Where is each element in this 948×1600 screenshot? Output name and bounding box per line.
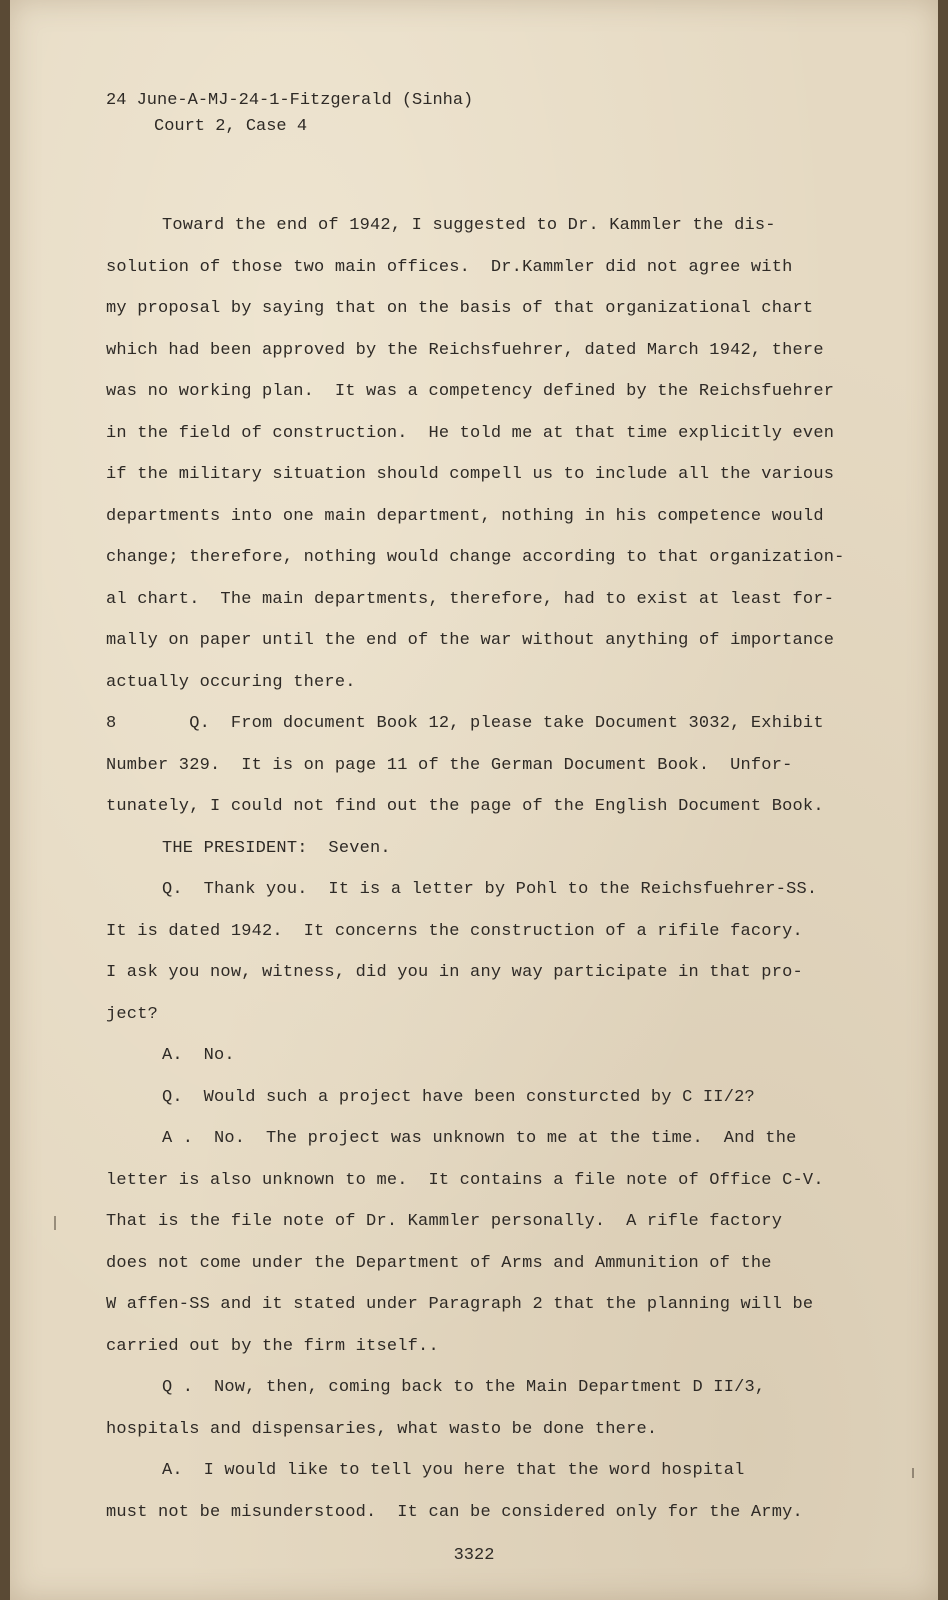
text-line: if the military situation should compell us to include all the various xyxy=(106,465,835,484)
text-line: mally on paper until the end of the war without anything of importance xyxy=(106,631,835,650)
text-line: actually occuring there. xyxy=(106,672,356,692)
text-line: It is dated 1942. It concerns the construction of a rifile facory. xyxy=(106,921,803,941)
text-line: tunately, I could not find out the page of the English Document Book. xyxy=(106,797,824,816)
text-line: does not come under the Department of Arms and Ammunition of the xyxy=(106,1253,772,1273)
text-line: I ask you now, witness, did you in any way participate in that pro- xyxy=(106,963,803,982)
text-line: THE PRESIDENT: Seven. xyxy=(162,838,391,858)
page-number: 3322 xyxy=(453,1546,495,1565)
text-line: A . No. The project was unknown to me at the time. And the xyxy=(162,1129,797,1148)
text-line: A. No. xyxy=(162,1046,235,1065)
text-line: ject? xyxy=(106,1004,159,1024)
text-line: Number 329. It is on page 11 of the German Document Book. Unfor- xyxy=(106,755,793,775)
header-line-court-case: Court 2, Case 4 xyxy=(154,117,308,136)
document-header xyxy=(106,88,473,140)
text-line: departments into one main department, nothing in his competence would xyxy=(106,506,824,526)
text-line: That is the file note of Dr. Kammler personally. A rifle factory xyxy=(106,1212,783,1231)
header-line-date-code: 24 June-A-MJ-24-1-Fitzgerald (Sinha) xyxy=(106,91,474,110)
text-line: change; therefore, nothing would change according to that organization- xyxy=(106,548,845,567)
text-line: A. I would like to tell you here that the word hospital xyxy=(162,1461,745,1480)
text-line: Q . Now, then, coming back to the Main Department D II/3, xyxy=(162,1378,766,1397)
text-line: carried out by the firm itself.. xyxy=(106,1336,439,1356)
text-line: must not be misunderstood. It can be considered only for the Army. xyxy=(106,1502,803,1522)
text-line: my proposal by saying that on the basis of that organizational chart xyxy=(106,299,814,318)
transcript-body xyxy=(106,205,866,1533)
text-line: Q. Thank you. It is a letter by Pohl to the Reichsfuehrer-SS. xyxy=(162,880,818,899)
text-line: W affen-SS and it stated under Paragraph 2 that the planning will be xyxy=(106,1295,814,1314)
text-line: letter is also unknown to me. It contains a file note of Office C-V. xyxy=(106,1170,824,1190)
text-line: al chart. The main departments, therefore, had to exist at least for- xyxy=(106,589,835,609)
text-line: 8 Q. From document Book 12, please take Document 3032, Exhibit xyxy=(106,714,824,733)
document-page xyxy=(10,0,938,1600)
text-line: Q. Would such a project have been consturcted by C II/2? xyxy=(162,1087,755,1107)
paper-blemish xyxy=(912,1468,914,1478)
paper-blemish xyxy=(54,1216,56,1230)
text-line: solution of those two main offices. Dr.Kammler did not agree with xyxy=(106,257,793,277)
text-line: hospitals and dispensaries, what wasto be done there. xyxy=(106,1419,658,1439)
text-line: which had been approved by the Reichsfuehrer, dated March 1942, there xyxy=(106,340,824,360)
text-line: was no working plan. It was a competency defined by the Reichsfuehrer xyxy=(106,382,835,401)
text-line: in the field of construction. He told me at that time explicitly even xyxy=(106,423,835,443)
text-line: Toward the end of 1942, I suggested to Dr. Kammler the dis- xyxy=(162,216,776,235)
